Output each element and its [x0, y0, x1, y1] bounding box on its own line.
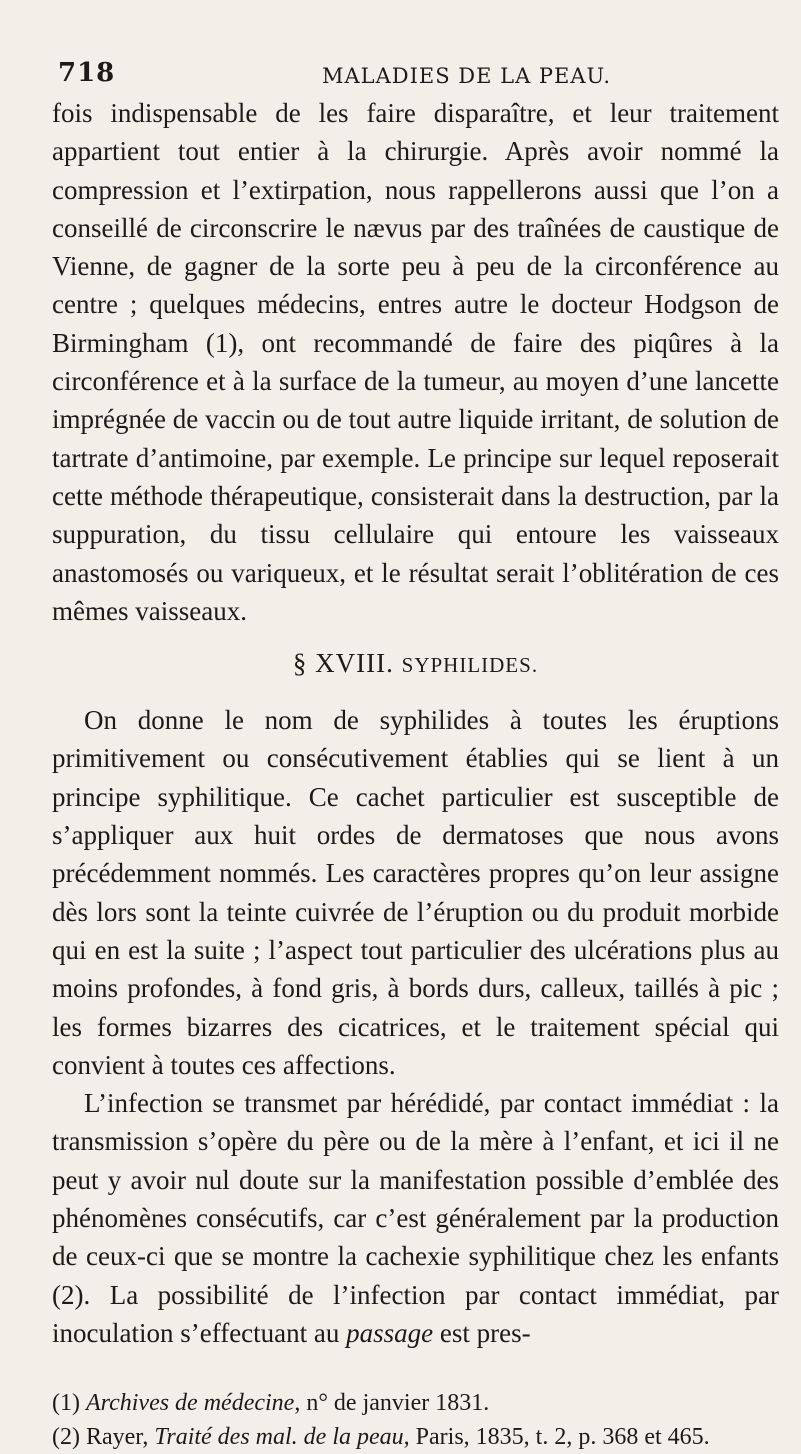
paragraph-infection-text: L’infection se transmet par hérédidé, par contact immédiat : la transmission s’opère du père ou de la mère à l’enfant, et ici il ne peut y avoir nul doute sur la manifestation possible d’emblée des phénomènes consécutifs, car c’est généralement par la production de ceux-ci que se montre la cachexie syphilitique chez les enfants (2). La possibilité de l’infection par contact immédiat, par inoculation s’effectuant au — [52, 1088, 779, 1348]
footnote-1-mark: (1) — [52, 1390, 86, 1417]
running-title: MALADIES DE LA PEAU. — [322, 64, 612, 88]
paragraph-infection-end: est pres- — [433, 1317, 531, 1348]
section-number: § XVIII. — [292, 648, 394, 679]
footnote-2-mark: (2) Rayer, — [52, 1424, 155, 1451]
footnote-1-rest: , n° de janvier 1831. — [294, 1390, 490, 1417]
footnote-2-title: Traité des mal. de la peau — [154, 1424, 404, 1451]
footnotes — [52, 1386, 779, 1454]
paragraph-syphilides-definition: On donne le nom de syphilides à toutes les éruptions primitivement ou consécutivement établies qui se lient à un principe syphilitique. Ce cachet particulier est susceptible de s’appliquer aux huit ordes de dermatoses que nous avons précédemment nommés. Les caractères propres qu’on leur assigne dès lors sont la teinte cuivrée de l’éruption ou du produit morbide qui en est la suite ; l’aspect tout particulier des ulcérations plus au moins profondes, à fond gris, à bords durs, calleux, taillés à pic ; les formes bizarres des cicatrices, et le traitement spécial qui convient à toutes ces affections. — [52, 705, 779, 1080]
footnote-1 — [52, 1386, 779, 1420]
italic-passage: passage — [346, 1317, 434, 1348]
paragraph-naevus-treatment: fois indispensable de les faire disparaître, et leur traitement appartient tout entier à la chirurgie. Après avoir nommé la compression et l’extirpation, nous rappellerons aussi que l’on a conseillé de circonscrire le nævus par des traînées de caustique de Vienne, de gagner de la sorte peu à peu de la circonférence au centre ; quelques médecins, entres autre le docteur Hodgson de Birmingham (1), ont recommandé de faire des piqûres à la circonférence et à la surface de la tumeur, au moyen d’une lancette imprégnée de vaccin ou de tout autre liquide irritant, de solution de tartrate d’antimoine, par exemple. Le principe sur lequel reposerait cette méthode thérapeutique, consisterait dans la destruction, par la suppuration, du tissu cellulaire qui entoure les vaisseaux anastomosés ou variqueux, et le résultat serait l’oblitération de ces mêmes vaisseaux. — [52, 98, 779, 626]
paragraph-infection — [52, 1084, 779, 1352]
footnote-2-rest: , Paris, 1835, t. 2, p. 368 et 465. — [403, 1424, 710, 1451]
section-heading — [52, 648, 779, 679]
page-header — [52, 58, 779, 94]
section-title: SYPHILIDES. — [401, 653, 539, 678]
footnote-1-title: Archives de médecine — [85, 1390, 295, 1417]
footnote-2 — [52, 1420, 779, 1454]
page-number: 718 — [58, 58, 116, 88]
